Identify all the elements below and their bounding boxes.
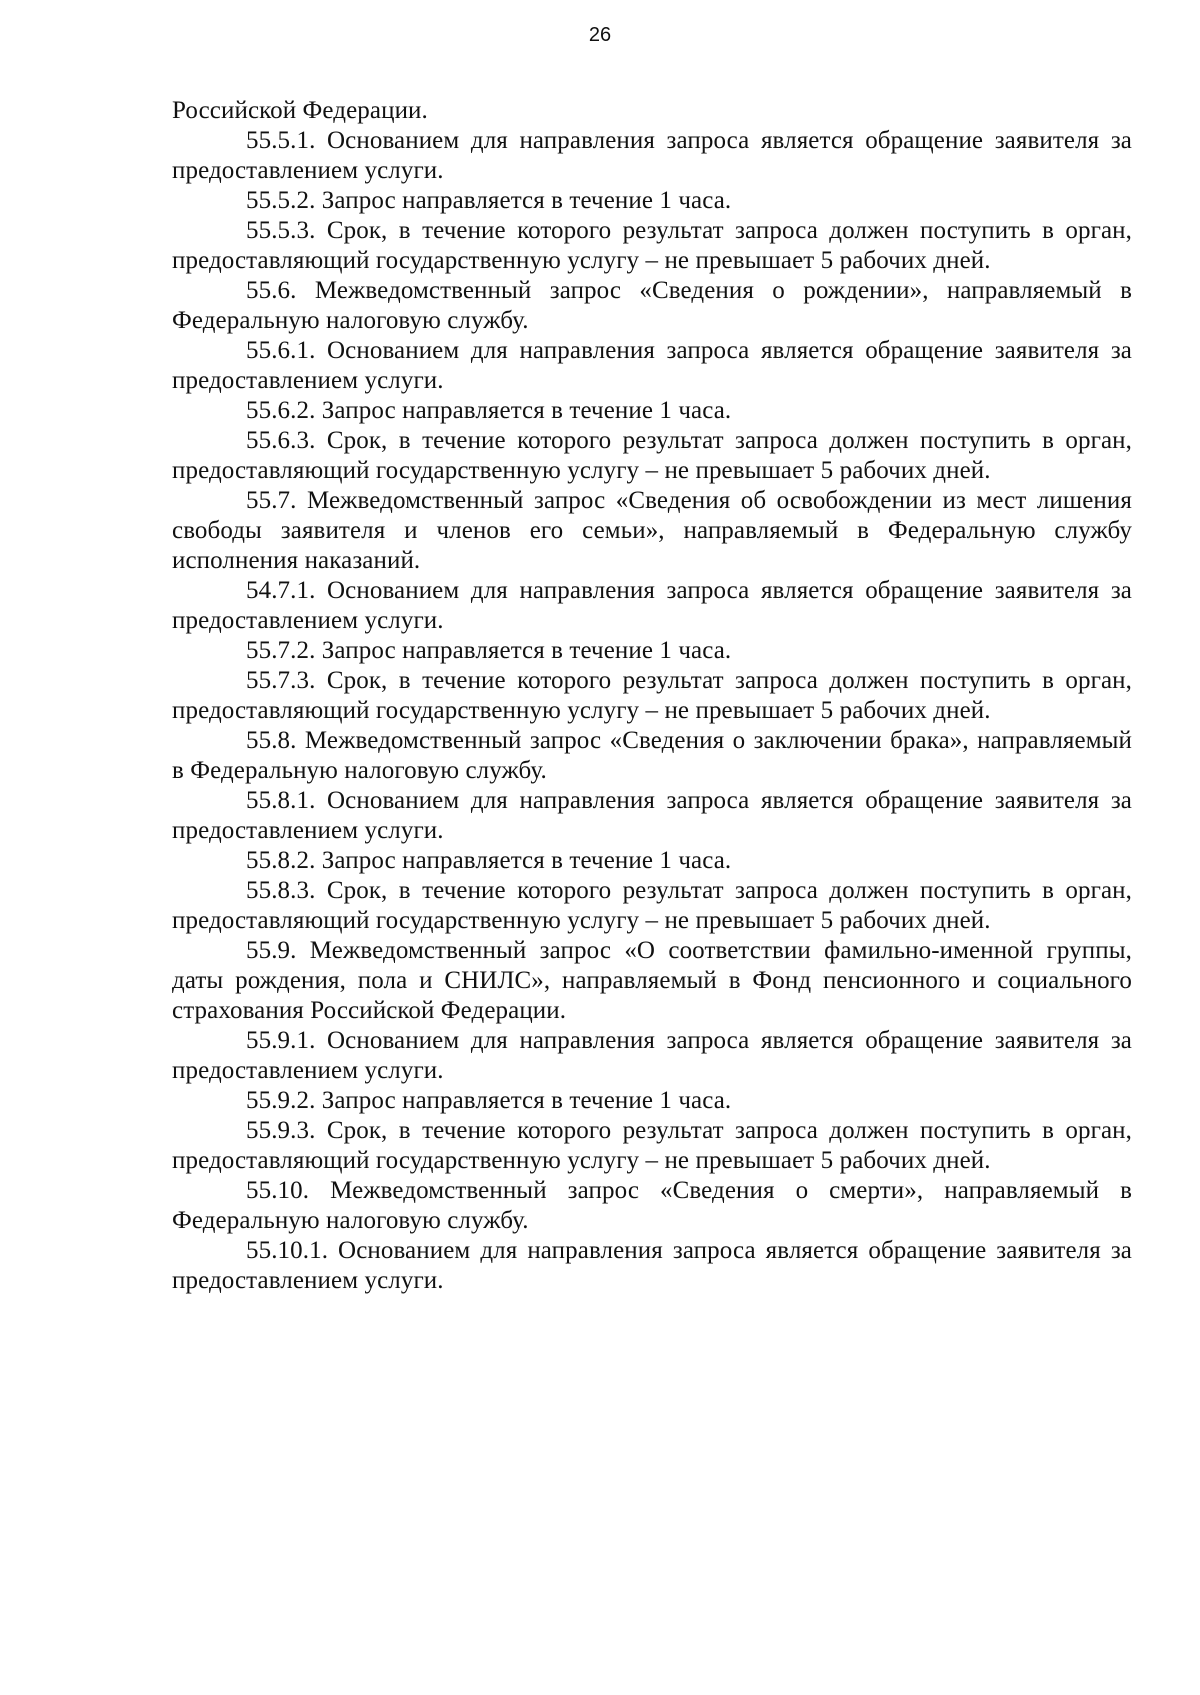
paragraph-55-8-1: 55.8.1. Основанием для направления запроса является обращение заявителя за предоставлением услуги. bbox=[172, 787, 1132, 844]
paragraph-55-7-2: 55.7.2. Запрос направляется в течение 1 часа. bbox=[246, 637, 732, 664]
paragraph-55-8-3: 55.8.3. Срок, в течение которого результат запроса должен поступить в орган, предоставляющий государственную услугу – не превышает 5 рабочих дней. bbox=[172, 877, 1132, 934]
paragraph-55-9-1: 55.9.1. Основанием для направления запроса является обращение заявителя за предоставлением услуги. bbox=[172, 1027, 1132, 1084]
paragraph-55-8-2: 55.8.2. Запрос направляется в течение 1 часа. bbox=[246, 847, 732, 874]
paragraph-55-7: 55.7. Межведомственный запрос «Сведения об освобождении из мест лишения свободы заявителя и членов его семьи», направляемый в Федеральную службу исполнения наказаний. bbox=[172, 487, 1132, 574]
paragraph-55-10: 55.10. Межведомственный запрос «Сведения о смерти», направляемый в Федеральную налоговую службу. bbox=[172, 1177, 1132, 1234]
paragraph-55-7-3: 55.7.3. Срок, в течение которого результат запроса должен поступить в орган, предоставляющий государственную услугу – не превышает 5 рабочих дней. bbox=[172, 667, 1132, 724]
paragraph-54-7-1: 54.7.1. Основанием для направления запроса является обращение заявителя за предоставлением услуги. bbox=[172, 577, 1132, 634]
paragraph-55-6: 55.6. Межведомственный запрос «Сведения о рождении», направляемый в Федеральную налоговую службу. bbox=[172, 277, 1132, 334]
document-body bbox=[172, 96, 1132, 1296]
page-number: 26 bbox=[588, 24, 612, 46]
paragraph-55-6-1: 55.6.1. Основанием для направления запроса является обращение заявителя за предоставлением услуги. bbox=[172, 337, 1132, 394]
paragraph-55-5-3: 55.5.3. Срок, в течение которого результат запроса должен поступить в орган, предоставляющий государственную услугу – не превышает 5 рабочих дней. bbox=[172, 217, 1132, 274]
paragraph-55-8: 55.8. Межведомственный запрос «Сведения о заключении брака», направляемый в Федеральную налоговую службу. bbox=[172, 727, 1132, 784]
paragraph-55-6-2: 55.6.2. Запрос направляется в течение 1 часа. bbox=[246, 397, 732, 424]
paragraph-55-9-3: 55.9.3. Срок, в течение которого результат запроса должен поступить в орган, предоставляющий государственную услугу – не превышает 5 рабочих дней. bbox=[172, 1117, 1132, 1174]
paragraph-55-10-1: 55.10.1. Основанием для направления запроса является обращение заявителя за предоставлением услуги. bbox=[172, 1237, 1132, 1294]
paragraph-55-9-2: 55.9.2. Запрос направляется в течение 1 часа. bbox=[246, 1087, 732, 1114]
paragraph-55-5-1: 55.5.1. Основанием для направления запроса является обращение заявителя за предоставлением услуги. bbox=[172, 127, 1132, 184]
paragraph-55-5-2: 55.5.2. Запрос направляется в течение 1 часа. bbox=[246, 187, 732, 214]
paragraph-continuation: Российской Федерации. bbox=[172, 97, 428, 124]
paragraph-55-6-3: 55.6.3. Срок, в течение которого результат запроса должен поступить в орган, предоставляющий государственную услугу – не превышает 5 рабочих дней. bbox=[172, 427, 1132, 484]
paragraph-55-9: 55.9. Межведомственный запрос «О соответствии фамильно-именной группы, даты рождения, пола и СНИЛС», направляемый в Фонд пенсионного и социального страхования Российской Федерации. bbox=[172, 937, 1132, 1024]
